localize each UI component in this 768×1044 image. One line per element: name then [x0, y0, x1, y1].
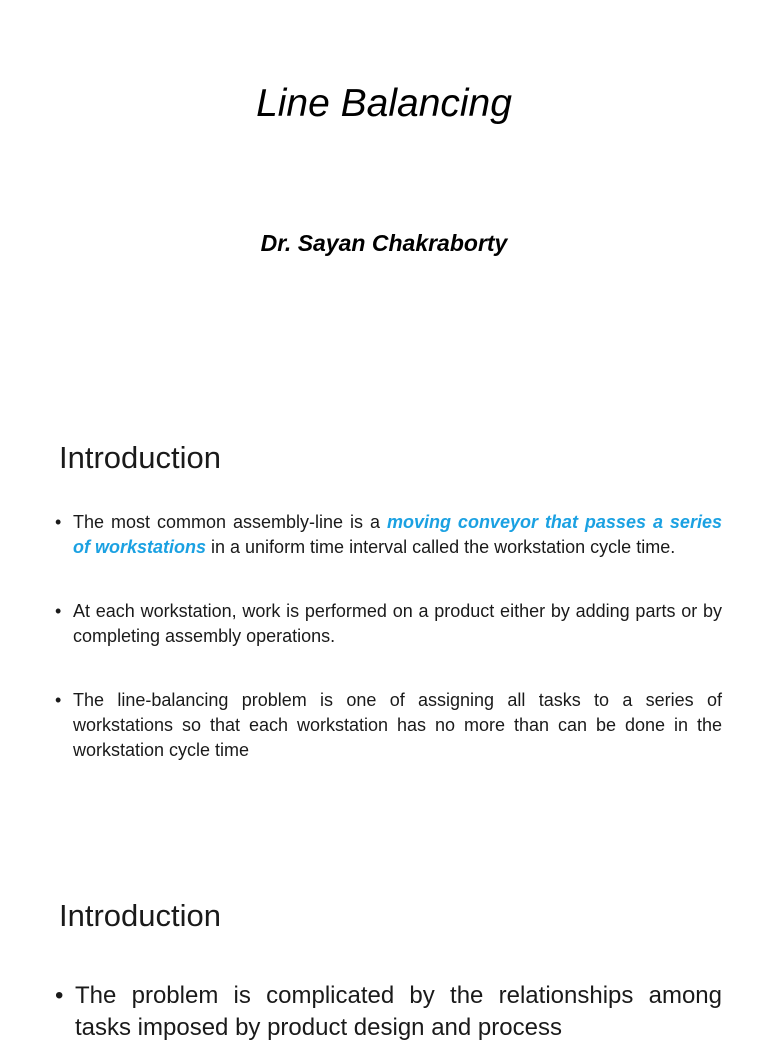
- bullet-item: [55, 980, 722, 1044]
- slide-heading: Introduction: [59, 898, 221, 933]
- bullet-item: [55, 510, 722, 560]
- bullet-dot-icon: •: [55, 512, 62, 532]
- bullet-text: The line-balancing problem is one of assigning all tasks to a series of workstations so that each workstation has no more than can be done in the workstation cycle time: [73, 690, 722, 760]
- bullet-text: The problem is complicated by the relationships among tasks imposed by product design and process: [75, 982, 722, 1041]
- bullet-list: [55, 510, 722, 763]
- introduction-slide: [0, 400, 768, 850]
- bullet-item: [55, 688, 722, 763]
- presentation-title: Line Balancing: [256, 82, 512, 125]
- highlighted-phrase: moving conveyor that passes a series of workstations: [73, 512, 722, 557]
- title-slide: [0, 0, 768, 400]
- bullet-item: [55, 599, 722, 649]
- author-name: Dr. Sayan Chakraborty: [260, 230, 508, 256]
- bullet-text: At each workstation, work is performed on a product either by adding parts or by completing assembly operations.: [73, 601, 722, 646]
- introduction-slide-continued: [0, 850, 768, 1041]
- bullet-list: [55, 980, 722, 1044]
- slide-heading: Introduction: [59, 440, 221, 475]
- bullet-text-end: in a uniform time interval called the workstation cycle time.: [206, 537, 676, 557]
- bullet-text-start: The most common assembly-line is a: [73, 512, 387, 532]
- bullet-dot-icon: •: [55, 982, 64, 1009]
- bullet-dot-icon: •: [55, 601, 62, 621]
- bullet-dot-icon: •: [55, 690, 62, 710]
